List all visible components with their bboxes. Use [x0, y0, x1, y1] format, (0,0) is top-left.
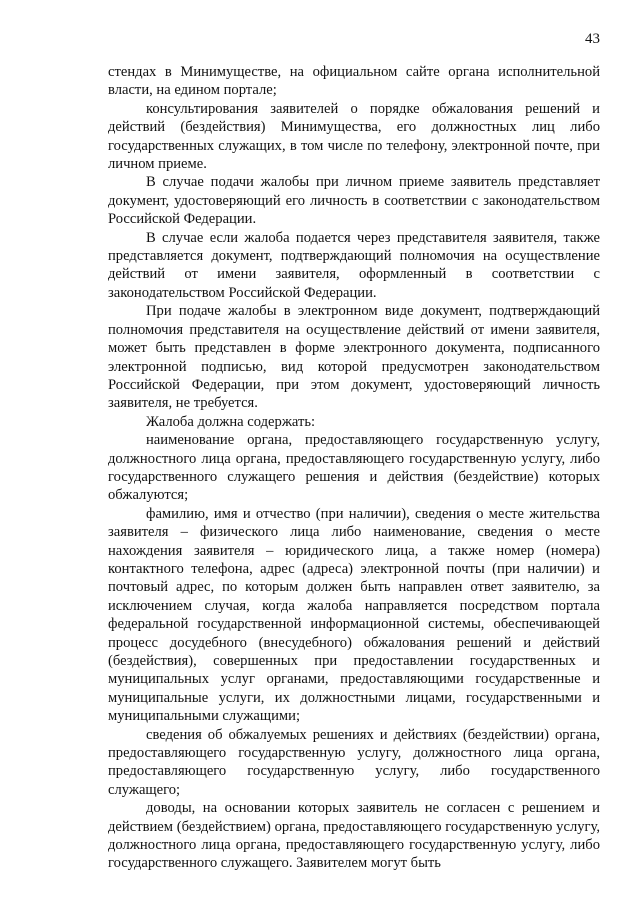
- paragraph: В случае подачи жалобы при личном приеме заявитель представляет документ, удостоверяющий его личность в соответствии с законодательством Российской Федерации.: [108, 174, 600, 228]
- paragraph: доводы, на основании которых заявитель не согласен с решением и действием (бездействием) органа, предоставляющего государственную услугу, должностного лица органа, предоставляющего государственную услугу, либо государственного служащего. Заявителем могут быть: [108, 800, 600, 872]
- paragraph: наименование органа, предоставляющего государственную услугу, должностного лица органа, предоставляющего государственную услугу, либо государственного служащего решения и действия (бездействие) которых обжалуются;: [108, 432, 600, 504]
- paragraph: консультирования заявителей о порядке обжалования решений и действий (бездействия) Минимущества, его должностных лиц либо государственных служащих, в том числе по телефону, электронной почте, при личном приеме.: [108, 100, 600, 173]
- paragraph: В случае если жалоба подается через представителя заявителя, также представляется документ, подтверждающий полномочия на осуществление действий от имени заявителя, оформленный в соответствии с законодательством Российской Федерации.: [108, 229, 600, 301]
- paragraph: стендах в Минимуществе, на официальном сайте органа исполнительной власти, на едином портале;: [108, 64, 600, 99]
- paragraph: Жалоба должна содержать:: [146, 413, 316, 430]
- paragraph: фамилию, имя и отчество (при наличии), сведения о месте жительства заявителя – физического лица либо наименование, сведения о месте нахождения заявителя – юридического лица, а также номер (номера) контактного телефона, адрес (адреса) электронной почты (при наличии) и почтовый адрес, по которым должен быть направлен ответ заявителю, за исключением случая, когда жалоба направляется посредством портала федеральной государственной информационной системы, обеспечивающей процесс досудебного (внесудебного) обжалования решений и действий (бездействия), совершенных при предоставлении государственных и муниципальных услуг органами, предоставляющими государственные и муниципальные услуги, их должностными лицами, государственными и муниципальными служащими;: [108, 505, 600, 725]
- document-body: [108, 63, 600, 873]
- paragraph: При подаче жалобы в электронном виде документ, подтверждающий полномочия представителя на осуществление действий от имени заявителя, может быть представлен в форме электронного документа, подписанного электронной подписью, вид которой предусмотрен законодательством Российской Федерации, при этом документ, удостоверяющий личность заявителя, не требуется.: [108, 303, 600, 412]
- paragraph: сведения об обжалуемых решениях и действиях (бездействии) органа, предоставляющего государственную услугу, должностного лица органа, предоставляющего государственную услугу, либо государственного служащего;: [108, 726, 600, 798]
- page-number: 43: [585, 31, 600, 47]
